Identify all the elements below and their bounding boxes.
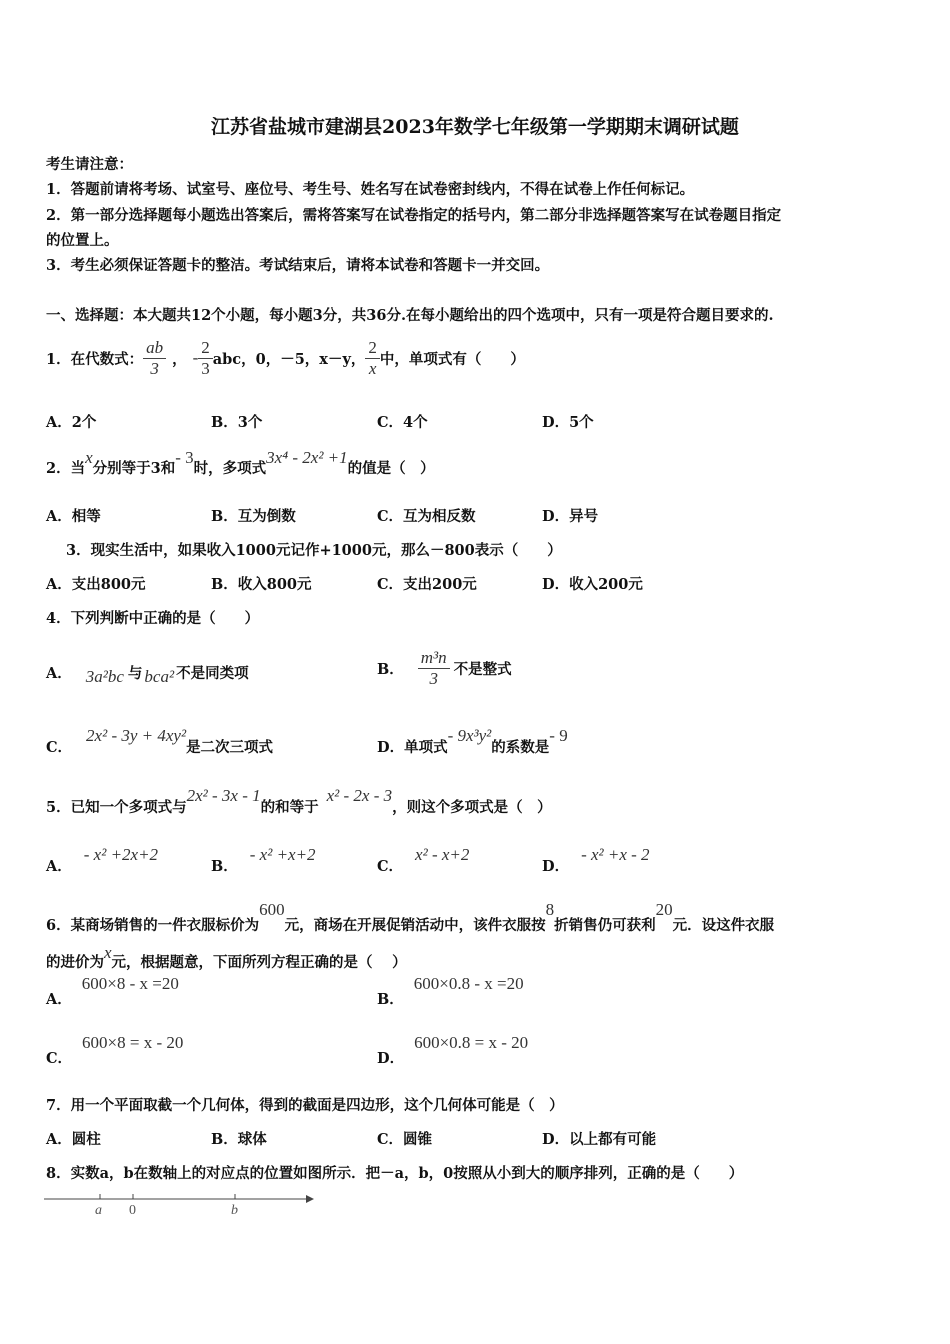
- q5-option-b: B． - x² +x+2: [211, 845, 316, 875]
- q1-suffix: 中，单项式有（ ）: [379, 350, 525, 368]
- q4-option-c: C． 2x² - 3y + 4xy² 是二次三项式: [46, 726, 274, 756]
- question-1: 1．在代数式： $\frac{ab}{3}$ ， - $\frac{2}{3}$ abc，0，－5，x－y， $\frac{2}{x}$ 中，单项式有（ ）: [46, 337, 525, 378]
- label-b: b: [231, 1203, 238, 1218]
- fraction-ab-3: $\frac{ab}{3}$: [143, 338, 166, 379]
- notice-heading: 考生请注意：: [46, 156, 133, 173]
- label-a: a: [95, 1203, 102, 1218]
- notice-item: 1．答题前请将考场、试室号、座位号、考生号、姓名写在试卷密封线内，不得在试卷上作任何标记。: [46, 181, 695, 198]
- q1-middle: abc，0，－5，x－y，: [212, 350, 366, 368]
- number-line-figure: [44, 1188, 324, 1218]
- notice-item: 的位置上。: [46, 232, 119, 249]
- question-2: 2．当 x 分别等于3和 - 3 时，多项式 3x⁴ - 2x² +1 的值是（ ）: [46, 448, 435, 477]
- q7-option-a: A．圆柱: [46, 1131, 101, 1148]
- polynomial-expression: 3x⁴ - 2x² +1: [266, 448, 348, 467]
- label-0: 0: [129, 1203, 136, 1218]
- fraction-2-x: $\frac{2}{x}$: [365, 338, 380, 379]
- q1-option-a: A．2个: [46, 414, 97, 431]
- q4-option-a: A． 3a²bc 与 bca² 不是同类项: [46, 665, 249, 686]
- q5-option-a: A． - x² +2x+2: [46, 845, 159, 875]
- section-heading: 一、选择题：本大题共12个小题，每小题3分，共36分.在每小题给出的四个选项中，只有一项是符合题目要求的.: [46, 307, 774, 324]
- q6-option-b: B． 600×0.8 - x =20: [377, 974, 524, 1008]
- q2-option-b: B．互为倒数: [211, 508, 296, 525]
- q1-option-b: B．3个: [211, 414, 263, 431]
- q6-option-c: C． 600×8 = x - 20: [46, 1033, 184, 1067]
- fraction-m3n-3: $\frac{\text{m³n}}{3}$: [418, 648, 450, 689]
- q3-option-a: A．支出800元: [46, 576, 146, 593]
- q2-option-a: A．相等: [46, 508, 101, 525]
- arrow-head-icon: [306, 1195, 314, 1203]
- q5-option-d: D． - x² +x - 2: [542, 845, 650, 875]
- question-3: 3．现实生活中，如果收入1000元记作+1000元，那么－800表示（ ）: [66, 542, 562, 559]
- q1-option-d: D．5个: [542, 414, 594, 431]
- q2-option-d: D．异号: [542, 508, 599, 525]
- question-7: 7．用一个平面取截一个几何体，得到的截面是四边形，这个几何体可能是（ ）: [46, 1097, 564, 1114]
- question-6: 6．某商场销售的一件衣服标价为 600 元，商场在开展促销活动中，该件衣服按 8 折销售仍可获利 20 元．设这件衣服: [46, 900, 775, 934]
- question-5: 5．已知一个多项式与 2x² - 3x - 1 的和等于 x² - 2x - 3 ，则这个多项式是（ ）: [46, 786, 552, 816]
- notice-item: 3．考生必须保证答题卡的整洁。考试结束后，请将本试卷和答题卡一并交回。: [46, 257, 550, 274]
- q4-option-d: D．单项式 - 9x³y² 的系数是 - 9: [377, 726, 568, 756]
- question-8: 8．实数a，b在数轴上的对应点的位置如图所示．把－a，b，0按照从小到大的顺序排列，正确的是（ ）: [46, 1165, 744, 1182]
- q5-option-c: C． x² - x+2: [377, 845, 470, 875]
- q7-option-b: B．球体: [211, 1131, 267, 1148]
- q7-option-d: D．以上都有可能: [542, 1131, 657, 1148]
- q7-option-c: C．圆锥: [377, 1131, 433, 1148]
- question-6-line-2: 的进价为 x 元，根据题意，下面所列方程正确的是（ ）: [46, 943, 407, 971]
- q2-option-c: C．互为相反数: [377, 508, 476, 525]
- q1-option-c: C．4个: [377, 414, 428, 431]
- question-4: 4．下列判断中正确的是（ ）: [46, 610, 260, 627]
- q3-option-b: B．收入800元: [211, 576, 312, 593]
- page-title: 江苏省盐城市建湖县2023年数学七年级第一学期期末调研试题: [211, 116, 739, 138]
- q3-option-d: D．收入200元: [542, 576, 643, 593]
- fraction-2-3: $\frac{2}{3}$: [198, 338, 213, 379]
- q1-prefix: 1．在代数式：: [46, 350, 144, 368]
- q4-option-b: B． $\frac{\text{m³n}}{3}$ 不是整式: [377, 647, 512, 688]
- notice-item: 2．第一部分选择题每小题选出答案后，需将答案写在试卷指定的括号内，第二部分非选择题答案写在试卷题目指定: [46, 207, 782, 224]
- q6-option-a: A． 600×8 - x =20: [46, 974, 179, 1008]
- q3-option-c: C．支出200元: [377, 576, 477, 593]
- q6-option-d: D． 600×0.8 = x - 20: [377, 1033, 529, 1067]
